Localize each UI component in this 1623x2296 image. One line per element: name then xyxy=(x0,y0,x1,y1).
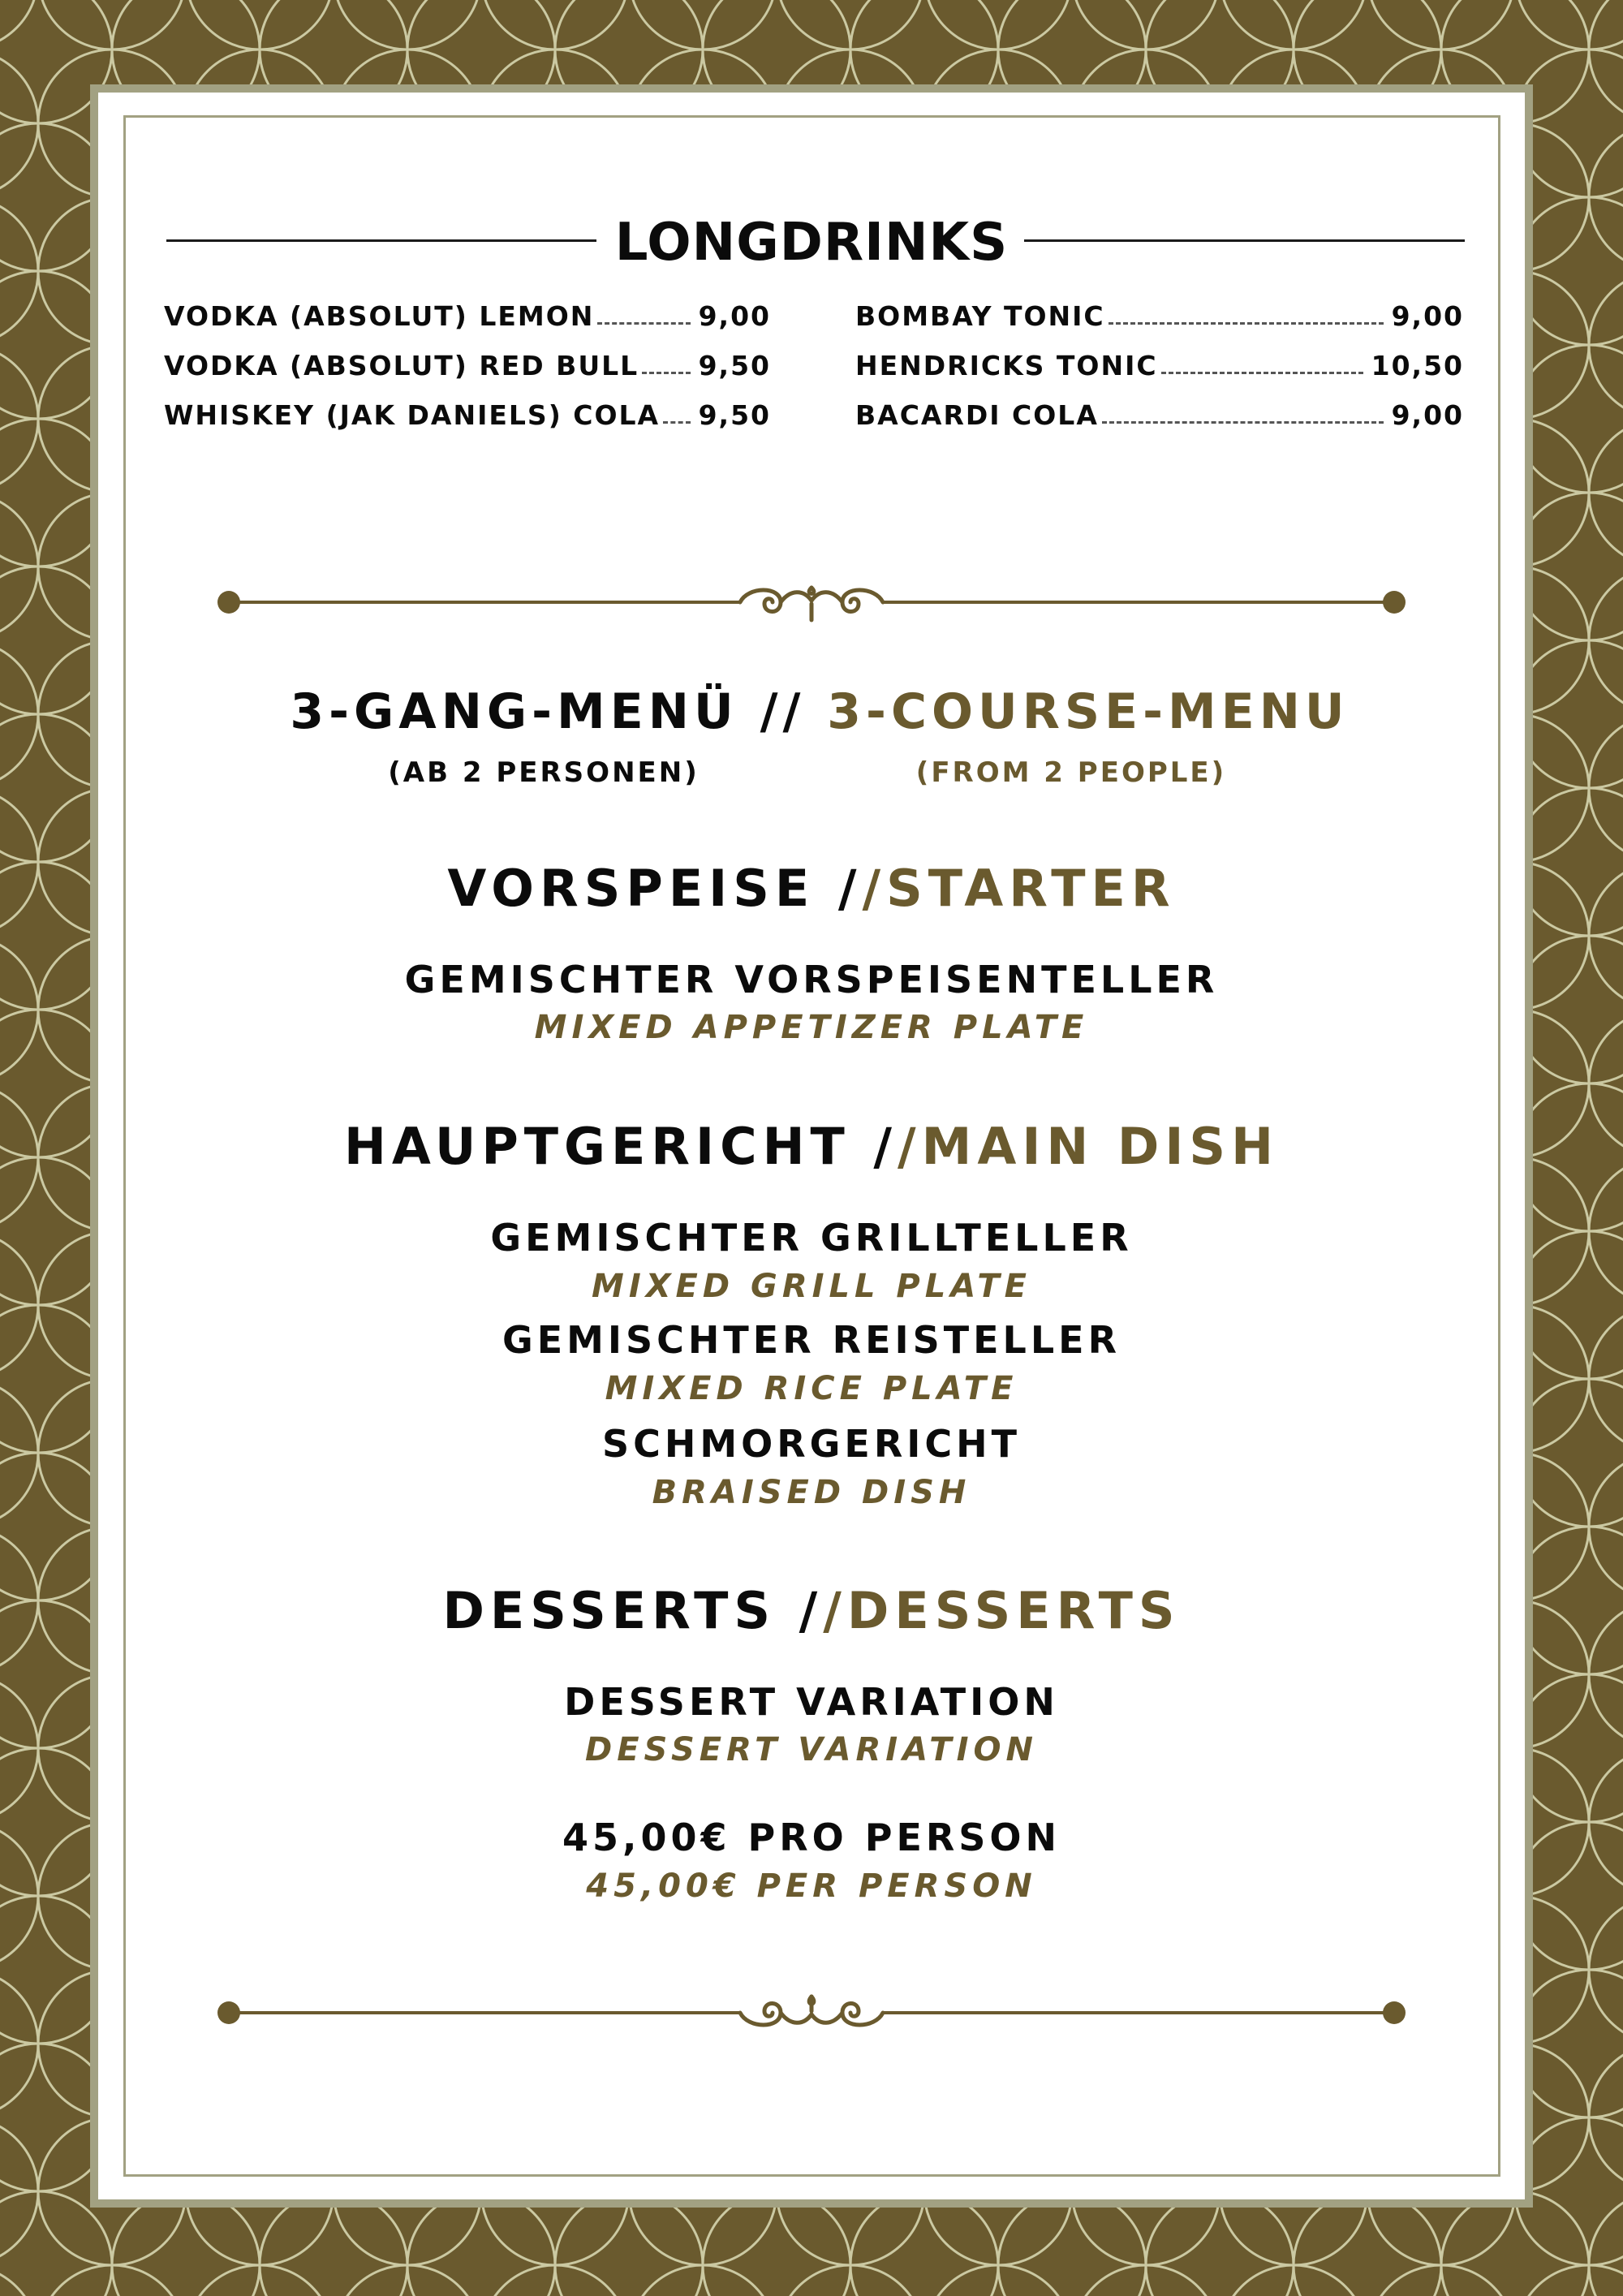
course-subtitle-de: (AB 2 PERSONEN) xyxy=(388,756,700,789)
dessert-dish-en: DESSERT VARIATION xyxy=(585,1731,1038,1768)
dessert-dish-de: DESSERT VARIATION xyxy=(564,1680,1059,1724)
drink-name: VODKA (ABSOLUT) LEMON xyxy=(164,300,595,332)
course-subtitle-en: (FROM 2 PEOPLE) xyxy=(915,756,1227,789)
starter-dish-en: MIXED APPETIZER PLATE xyxy=(534,1009,1089,1046)
dotted-leader xyxy=(597,322,690,325)
price-de: 45,00€ PRO PERSON xyxy=(562,1816,1061,1859)
main-dish-3-de: SCHMORGERICHT xyxy=(601,1422,1022,1466)
title-rule-left xyxy=(166,239,596,242)
dessert-heading xyxy=(162,1581,1461,1640)
drink-left-row xyxy=(164,344,771,381)
drink-price: 9,50 xyxy=(698,399,771,431)
longdrinks-title: LONGDRINKS xyxy=(614,213,1009,273)
drink-name: WHISKEY (JAK DANIELS) COLA xyxy=(164,399,661,431)
starter-dish-de: GEMISCHTER VORSPEISENTELLER xyxy=(404,958,1219,1002)
drink-price: 9,00 xyxy=(1391,399,1464,431)
dessert-heading-de: DESSERTS / xyxy=(442,1581,824,1640)
main-dish-2-de: GEMISCHTER REISTELLER xyxy=(502,1318,1121,1362)
starter-heading-de: VORSPEISE / xyxy=(447,859,863,918)
starter-heading-en: /STARTER xyxy=(862,859,1176,918)
main-dish-1-de: GEMISCHTER GRILLTELLER xyxy=(490,1216,1133,1260)
drink-price: 10,50 xyxy=(1371,350,1464,381)
dotted-leader xyxy=(642,372,690,374)
course-title-separator: // xyxy=(760,683,806,740)
dotted-leader xyxy=(1102,421,1384,424)
main-heading-en: /MAIN DISH xyxy=(898,1117,1279,1176)
ornament-divider-bottom xyxy=(213,1988,1410,2037)
drink-price: 9,00 xyxy=(1391,300,1464,332)
main-dish-2-en: MIXED RICE PLATE xyxy=(605,1370,1018,1407)
drink-right-row xyxy=(855,344,1464,381)
main-heading xyxy=(162,1117,1461,1176)
drink-right-row xyxy=(855,295,1464,332)
starter-heading xyxy=(162,859,1461,918)
ornament-divider-top xyxy=(213,578,1410,627)
drink-name: HENDRICKS TONIC xyxy=(855,350,1158,381)
course-title-en: 3-COURSE-MENU xyxy=(805,683,1350,740)
dotted-leader xyxy=(1109,322,1384,325)
main-dish-3-en: BRAISED DISH xyxy=(652,1474,971,1511)
course-menu-title xyxy=(170,683,1469,740)
price-en: 45,00€ PER PERSON xyxy=(586,1867,1037,1905)
title-rule-right xyxy=(1024,239,1465,242)
dessert-heading-en: /DESSERTS xyxy=(823,1581,1181,1640)
drink-price: 9,00 xyxy=(698,300,771,332)
drink-name: BACARDI COLA xyxy=(855,399,1099,431)
drink-right-row xyxy=(855,394,1464,431)
drink-left-row xyxy=(164,394,771,431)
dotted-leader xyxy=(1161,372,1363,374)
main-dish-1-en: MIXED GRILL PLATE xyxy=(592,1268,1031,1305)
drink-left-row xyxy=(164,295,771,332)
main-heading-de: HAUPTGERICHT / xyxy=(344,1117,898,1176)
drink-name: BOMBAY TONIC xyxy=(855,300,1105,332)
drink-name: VODKA (ABSOLUT) RED BULL xyxy=(164,350,639,381)
dotted-leader xyxy=(663,421,690,424)
drink-price: 9,50 xyxy=(698,350,771,381)
course-title-de: 3-GANG-MENÜ xyxy=(290,683,760,740)
